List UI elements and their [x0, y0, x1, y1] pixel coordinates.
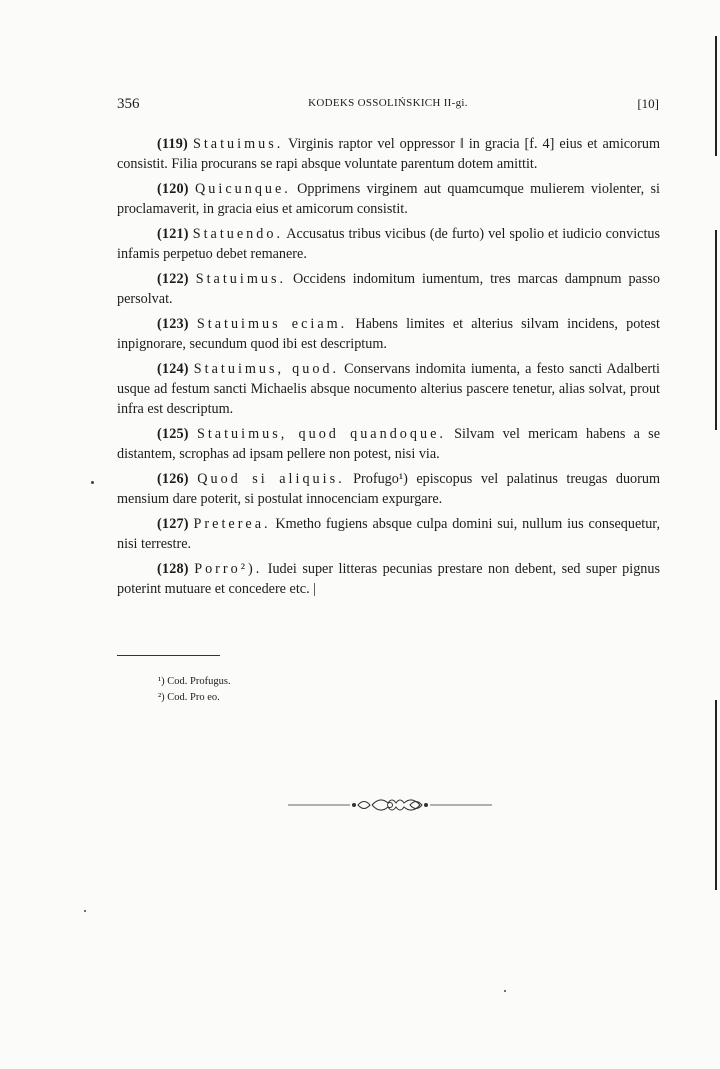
article-number: (126) [157, 471, 189, 487]
article-incipit: Statuimus. [195, 271, 287, 287]
article-number: (123) [157, 316, 189, 332]
article-128 [117, 559, 660, 599]
article-text: Kmetho fugiens absque culpa domini sui, nullum ius consequetur, nisi terrestre. [117, 516, 661, 552]
article-number: (125) [157, 426, 189, 442]
article-number: (128) [157, 561, 189, 577]
section-number: [10] [637, 96, 659, 111]
page-number: 356 [117, 96, 140, 112]
article-text: Profugo¹) episcopus vel palatinus treugas duorum mensium dare poterit, si postulat innocenciam expurgare. [117, 471, 660, 507]
article-text: Occidens indomitum iumentum, tres marcas dampnum passo persolvat. [117, 271, 660, 307]
article-125 [117, 424, 660, 464]
article-number: (127) [157, 516, 189, 532]
article-text: Conservans indomita iumenta, a festo sancti Adalberti usque ad festum sancti Michaelis absque nocumento alterius pascere tenetur, alias solvat, prout infra est descriptum. [117, 361, 661, 417]
scan-edge [715, 700, 717, 890]
article-number: (124) [157, 361, 189, 377]
article-text: Habens limites et alterius silvam incidens, potest inpignorare, secundum quod ibi est descriptum. [117, 316, 660, 352]
footnote-2: ²) Cod. Pro eo. [158, 692, 220, 703]
article-incipit: Porro²). [194, 561, 263, 577]
footnote-separator [117, 655, 220, 656]
article-number: (120) [157, 181, 189, 197]
article-121 [117, 224, 660, 264]
article-119 [117, 134, 660, 174]
article-text: Accusatus tribus vicibus (de furto) vel spolio et iudicio convictus infamis perpetuo debet remanere. [117, 226, 661, 262]
article-122 [117, 269, 660, 309]
main-text [117, 134, 660, 604]
running-title: KODEKS OSSOLIŃSKICH II-gi. [308, 97, 468, 109]
article-incipit: Statuimus, quod quandoque. [196, 426, 446, 442]
margin-speck [504, 990, 506, 992]
article-incipit: Statuimus. [192, 136, 284, 152]
running-header [117, 96, 659, 116]
article-text: Opprimens virginem aut quamcumque mulierem violenter, si proclamaverit, in gracia eius et amicorum consistit. [117, 181, 661, 217]
article-number: (119) [157, 136, 188, 152]
article-text: Iudei super litteras pecunias prestare non debent, sed super pignus poterint mutuare et concedere etc. | [117, 561, 660, 597]
article-127 [117, 514, 660, 554]
article-incipit: Quicunque. [195, 181, 291, 197]
article-text: Silvam vel mericam habens a se distantem, scrophas ad ipsam pellere non potest, nisi via. [117, 426, 660, 462]
article-124 [117, 359, 660, 419]
article-text: Virginis raptor vel oppressor ‖ in gracia [f. 4] eius et amicorum consistit. Filia procurans se rapi absque voluntate parentum dotem amittit. [117, 136, 661, 172]
scan-edge [715, 36, 717, 156]
margin-speck [84, 910, 86, 912]
article-120 [117, 179, 660, 219]
ornament-icon [288, 795, 492, 815]
article-number: (121) [157, 226, 189, 242]
article-number: (122) [157, 271, 189, 287]
scan-edge [715, 230, 717, 430]
article-123 [117, 314, 660, 354]
article-incipit: Statuimus eciam. [196, 316, 348, 332]
article-incipit: Statuendo. [192, 226, 284, 242]
article-incipit: Preterea. [193, 516, 271, 532]
article-incipit: Statuimus, quod. [193, 361, 340, 377]
article-incipit: Quod si aliquis. [197, 471, 345, 487]
margin-speck [91, 481, 94, 484]
article-126 [117, 469, 660, 509]
footnote-1: ¹) Cod. Profugus. [158, 676, 231, 687]
